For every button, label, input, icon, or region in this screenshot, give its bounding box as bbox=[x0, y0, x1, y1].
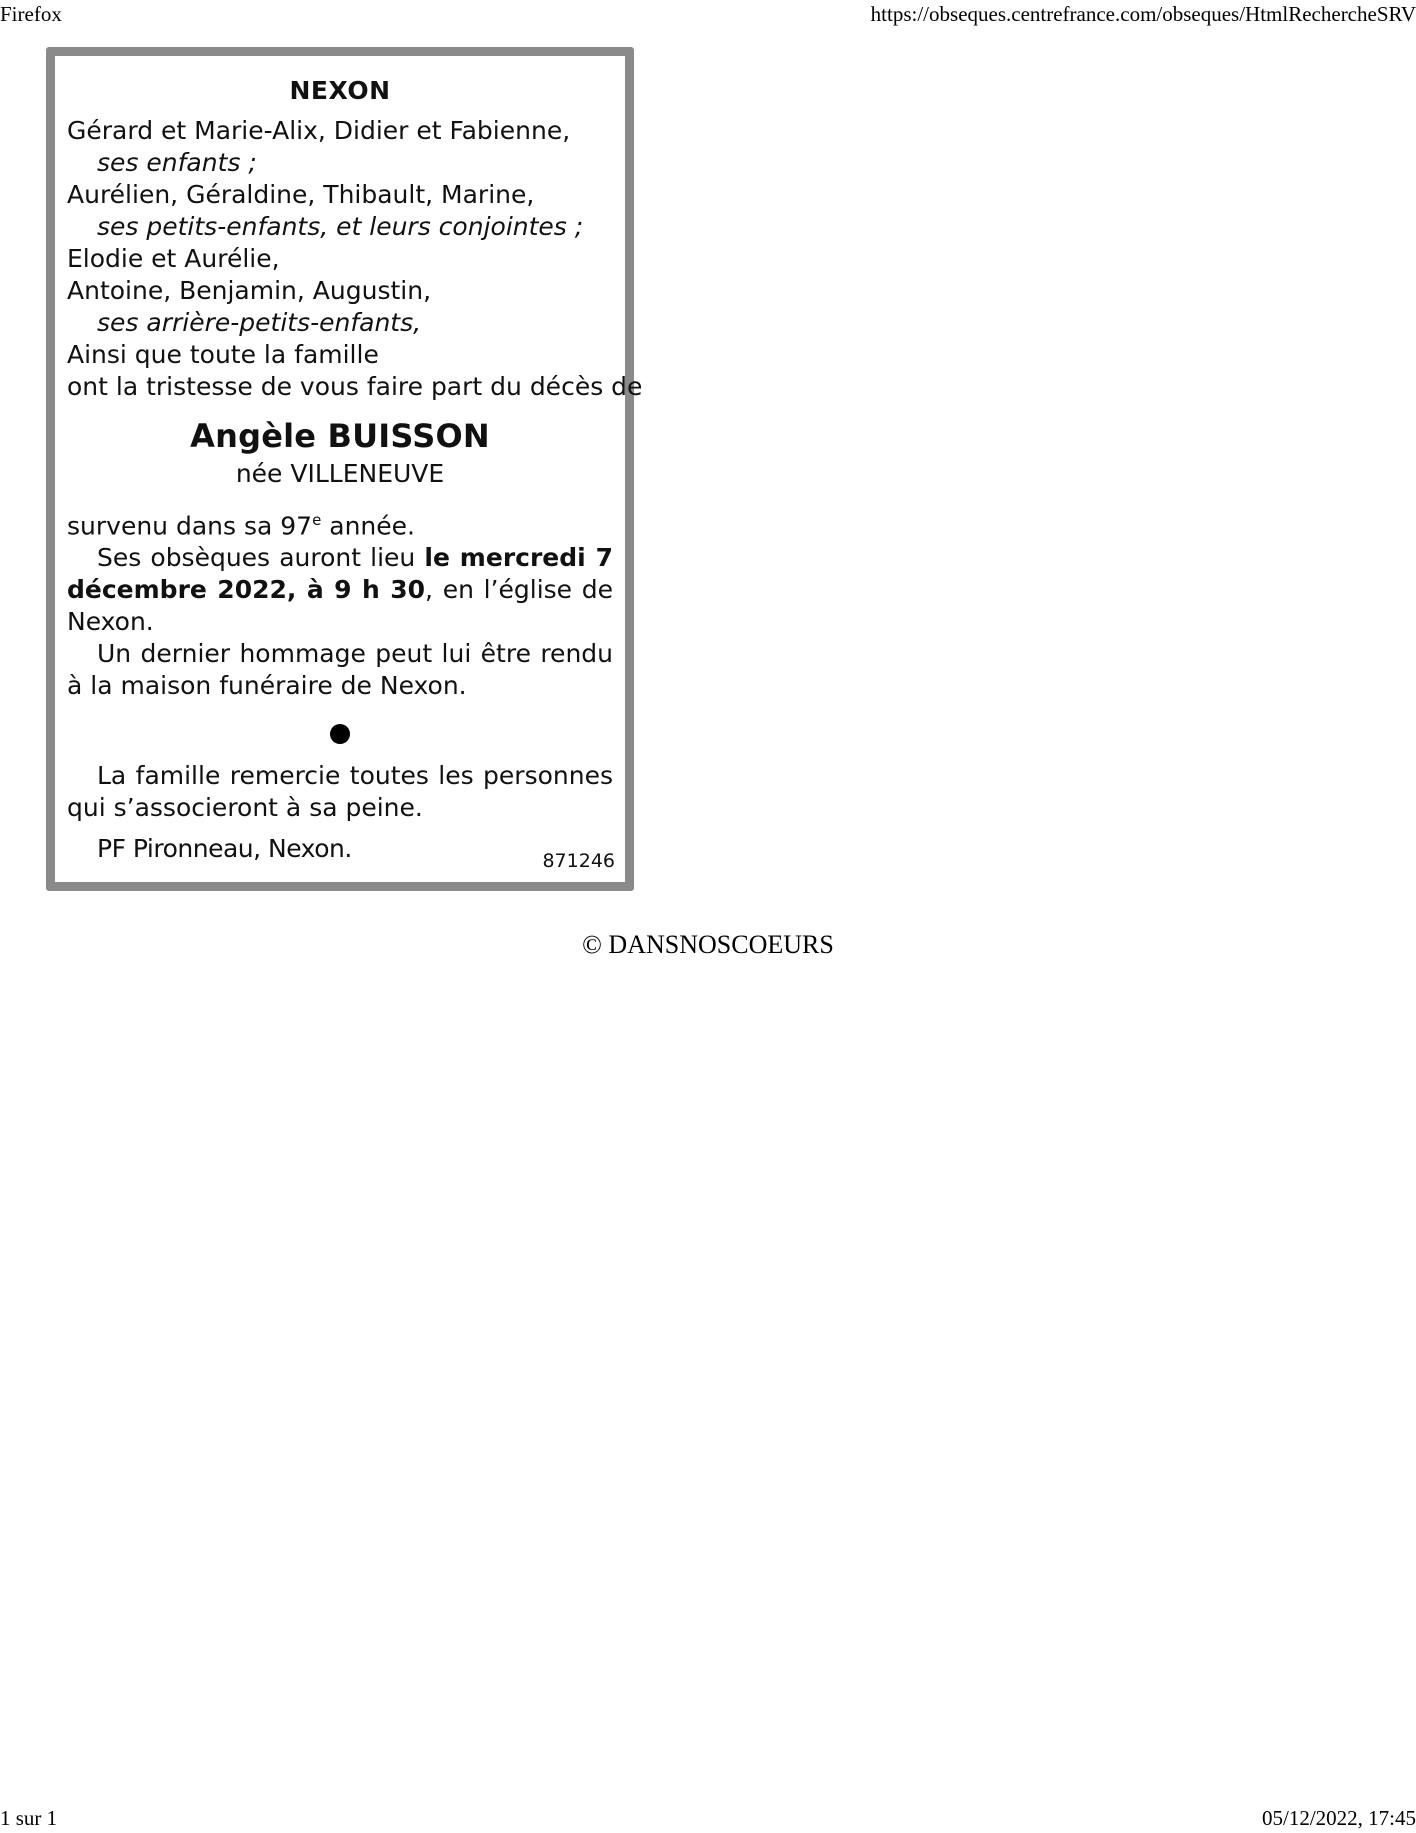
obituary-notice bbox=[46, 47, 643, 891]
town-heading: NEXON bbox=[289, 76, 391, 105]
family-line: Antoine, Benjamin, Augustin, bbox=[67, 276, 432, 305]
homage-paragraph: Un dernier hommage peut lui être rendu à la maison funéraire de Nexon. bbox=[67, 639, 613, 701]
page-url: https://obseques.centrefrance.com/obseques/HtmlRechercheSRV bbox=[870, 2, 1416, 26]
print-timestamp: 05/12/2022, 17:45 bbox=[1261, 1806, 1416, 1830]
deceased-name bbox=[55, 417, 625, 455]
family-line: Aurélien, Géraldine, Thibault, Marine, bbox=[67, 180, 535, 209]
browser-name: Firefox bbox=[0, 2, 62, 26]
deceased-last-name: BUISSON bbox=[327, 417, 490, 455]
family-line: ses enfants ; bbox=[97, 148, 257, 177]
family-line: Gérard et Marie-Alix, Didier et Fabienne, bbox=[67, 116, 571, 145]
copyright: © DANSNOSCOEURS bbox=[582, 930, 834, 959]
family-line: Ainsi que toute la famille bbox=[67, 340, 379, 369]
deceased-first-name: Angèle bbox=[190, 417, 317, 455]
family-list bbox=[67, 115, 643, 403]
family-line: Elodie et Aurélie, bbox=[67, 244, 280, 273]
family-line: ses arrière-petits-enfants, bbox=[97, 308, 422, 337]
separator-bullet bbox=[330, 724, 350, 744]
funeral-home: PF Pironneau, Nexon. bbox=[97, 834, 352, 864]
reference-number: 871246 bbox=[542, 850, 615, 872]
funeral-paragraph: Ses obsèques auront lieu le mercredi 7 décembre 2022, à 9 h 30, en l’église de Nexon. bbox=[67, 543, 613, 637]
family-line: ont la tristesse de vous faire part du décès de bbox=[67, 372, 643, 401]
birth-name: née VILLENEUVE bbox=[235, 459, 445, 488]
page-number: 1 sur 1 bbox=[0, 1806, 58, 1830]
thanks-paragraph: La famille remercie toutes les personnes qui s’associeront à sa peine. bbox=[67, 761, 613, 823]
funeral-date: le mercredi 7 décembre 2022, à 9 h 30 bbox=[67, 543, 613, 605]
family-line: ses petits-enfants, et leurs conjointes ; bbox=[97, 212, 584, 241]
age-paragraph: survenu dans sa 97e année. bbox=[67, 511, 415, 541]
notice-body bbox=[67, 504, 613, 702]
